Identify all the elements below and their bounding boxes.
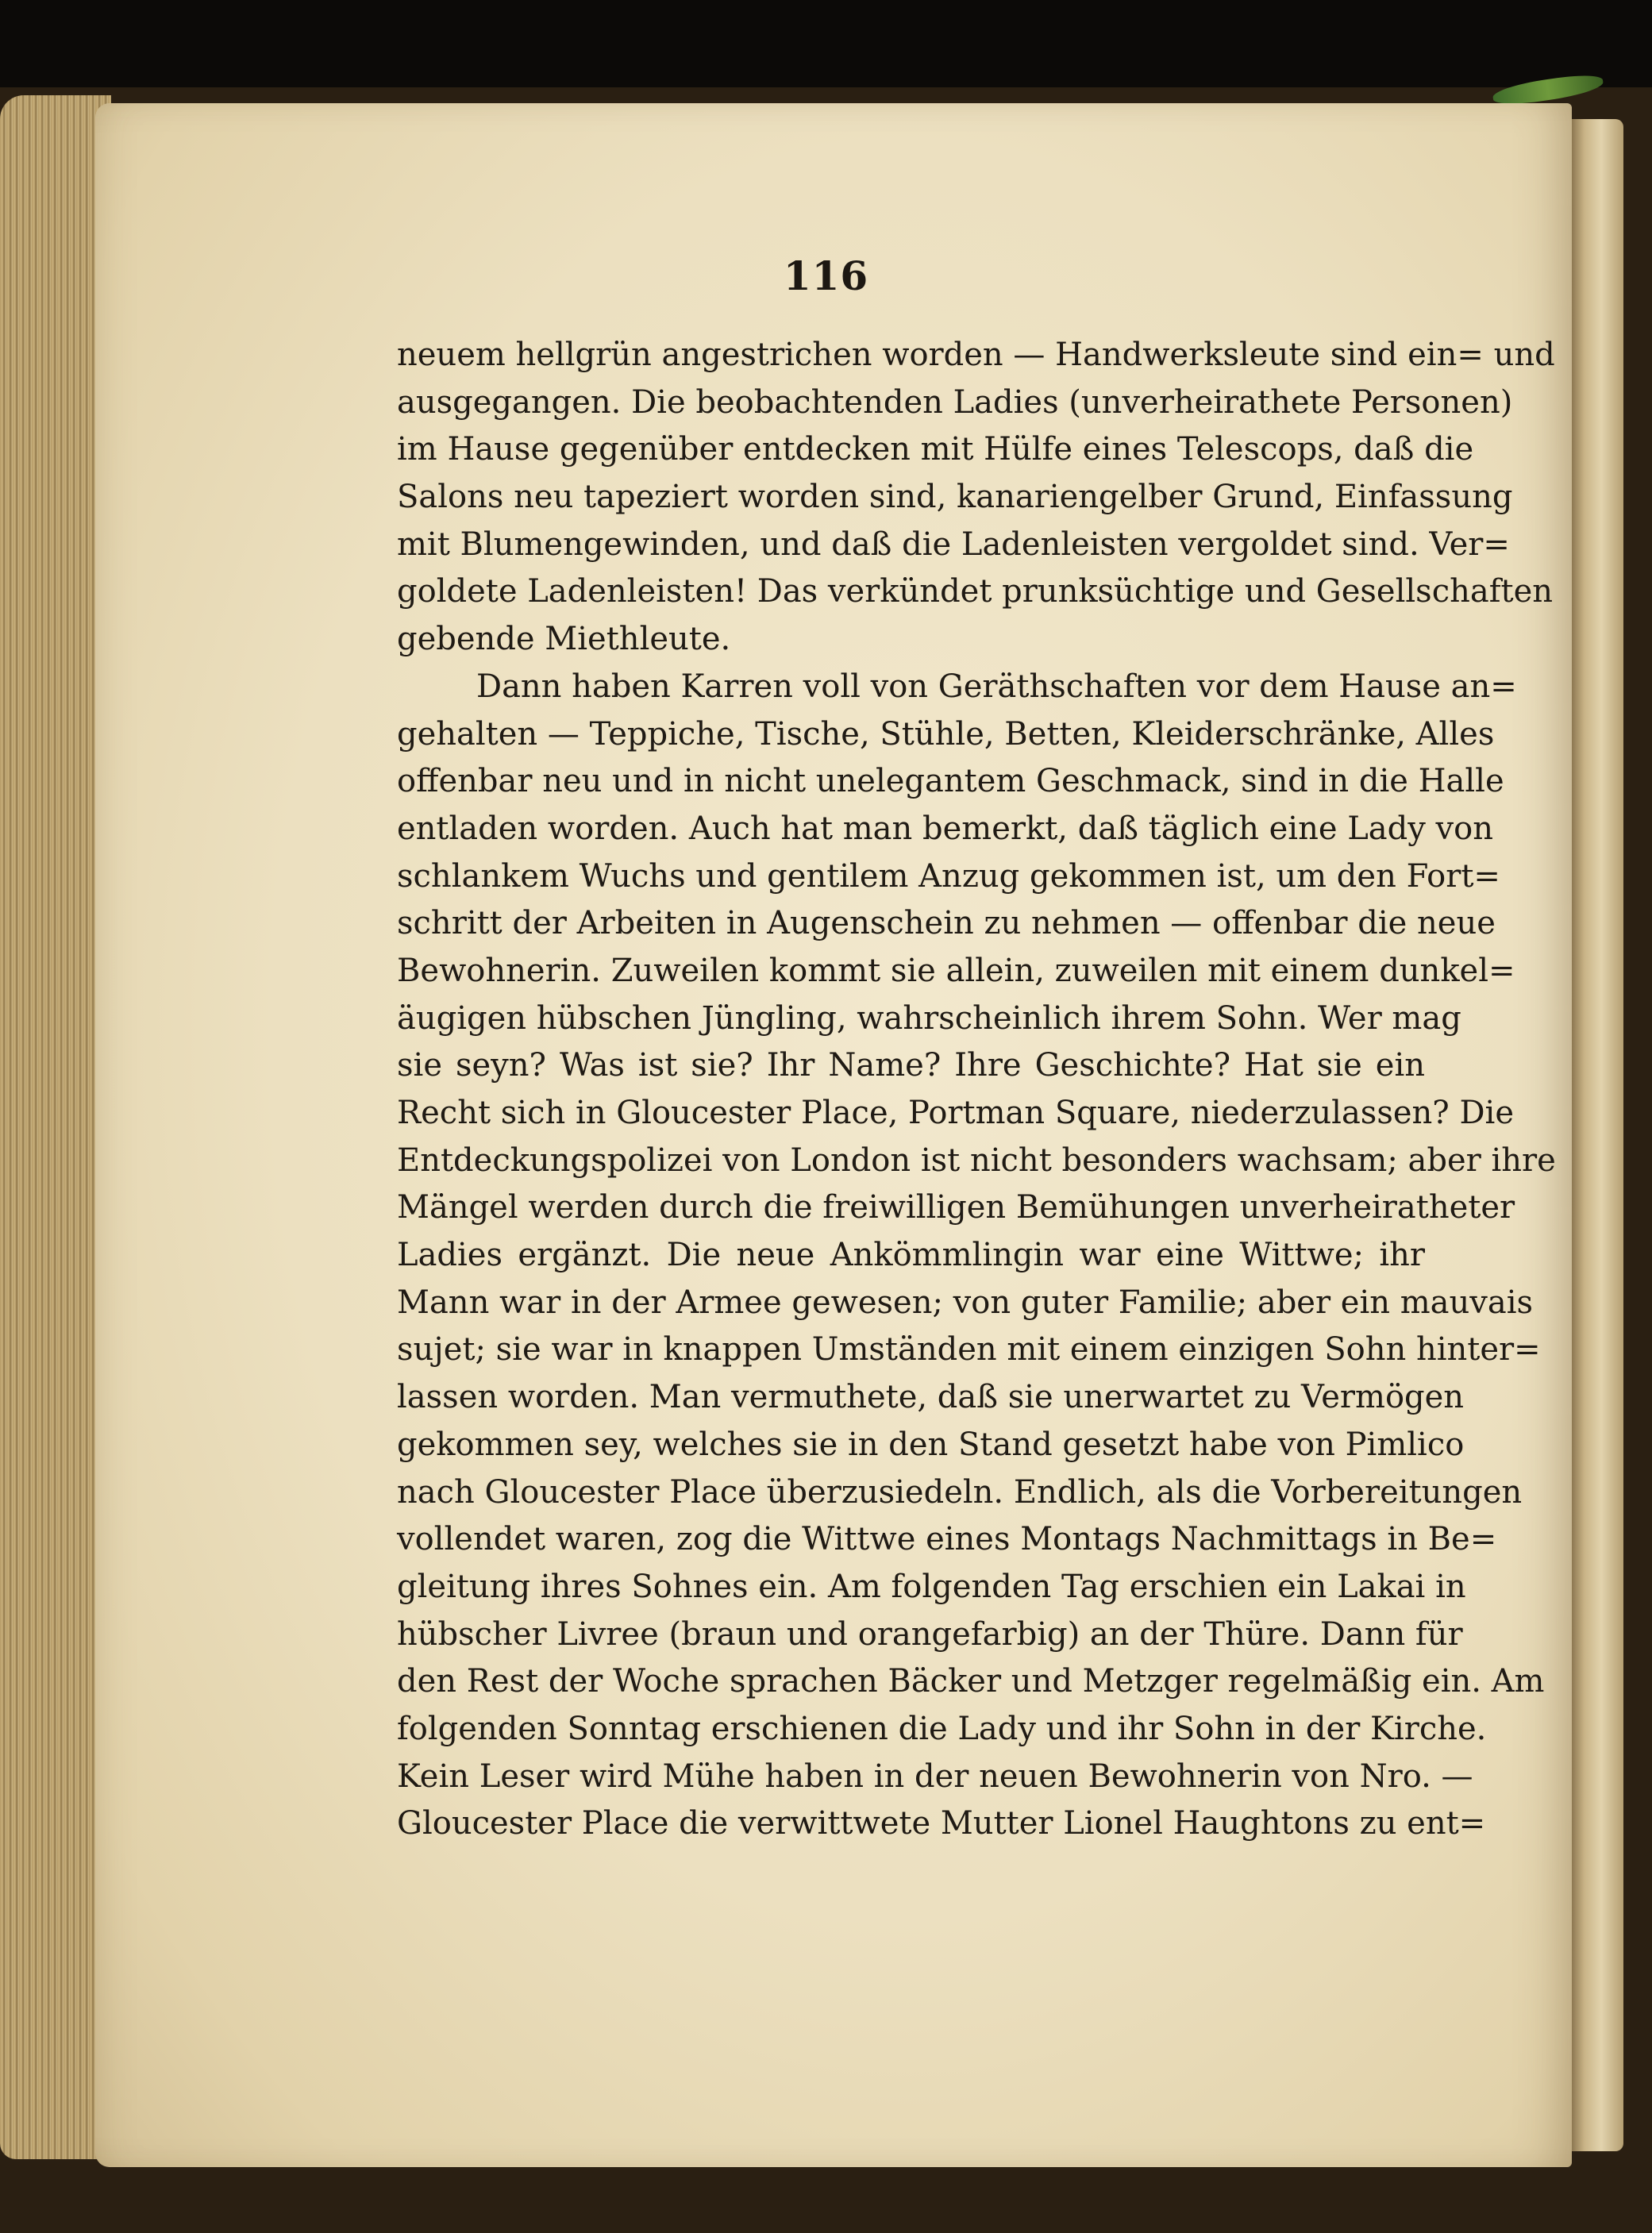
text-line: gebende Miethleute. bbox=[397, 621, 731, 658]
text-line: Bewohnerin. Zuweilen kommt sie allein, zuweilen mit einem dunkel= bbox=[397, 952, 1515, 989]
text-line: gehalten — Teppiche, Tische, Stühle, Betten, Kleiderschränke, Alles bbox=[397, 715, 1495, 753]
text-line: Mängel werden durch die freiwilligen Bemühungen unverheiratheter bbox=[397, 1189, 1515, 1226]
page-stack-edge bbox=[0, 95, 111, 2159]
page-number: 116 bbox=[783, 252, 869, 299]
text-line: offenbar neu und in nicht unelegantem Geschmack, sind in die Halle bbox=[397, 763, 1504, 800]
text-line: schlankem Wuchs und gentilem Anzug gekommen ist, um den Fort= bbox=[397, 857, 1500, 895]
text-line: Entdeckungspolizei von London ist nicht besonders wachsam; aber ihre bbox=[397, 1142, 1556, 1179]
text-line: Gloucester Place die verwittwete Mutter Lionel Haughtons zu ent= bbox=[397, 1805, 1486, 1842]
text-line: äugigen hübschen Jüngling, wahrscheinlich ihrem Sohn. Wer mag bbox=[397, 999, 1461, 1037]
text-line: mit Blumengewinden, und daß die Ladenleisten vergoldet sind. Ver= bbox=[397, 526, 1510, 563]
text-line: Dann haben Karren voll von Geräthschaften vor dem Hause an= bbox=[476, 668, 1517, 705]
text-line: entladen worden. Auch hat man bemerkt, daß täglich eine Lady von bbox=[397, 810, 1493, 847]
text-line: lassen worden. Man vermuthete, daß sie unerwartet zu Vermögen bbox=[397, 1379, 1465, 1416]
text-line: sujet; sie war in knappen Umständen mit einem einzigen Sohn hinter= bbox=[397, 1331, 1541, 1369]
text-line: Kein Leser wird Mühe haben in der neuen Bewohnerin von Nro. — bbox=[397, 1758, 1473, 1795]
text-line: neuem hellgrün angestrichen worden — Handwerksleute sind ein= und bbox=[397, 337, 1555, 373]
text-line: den Rest der Woche sprachen Bäcker und Metzger regelmäßig ein. Am bbox=[397, 1663, 1545, 1700]
text-line: hübscher Livree (braun und orangefarbig) an der Thüre. Dann für bbox=[397, 1615, 1463, 1653]
text-line: sie seyn? Was ist sie? Ihr Name? Ihre Geschichte? Hat sie ein bbox=[397, 1047, 1425, 1084]
text-line: Mann war in der Armee gewesen; von guter Familie; aber ein mauvais bbox=[397, 1284, 1534, 1321]
right-page-edge bbox=[1568, 119, 1623, 2151]
text-line: gleitung ihres Sohnes ein. Am folgenden Tag erschien ein Lakai in bbox=[397, 1568, 1466, 1605]
text-line: Ladies ergänzt. Die neue Ankömmlingin war eine Wittwe; ihr bbox=[397, 1237, 1425, 1274]
text-line: Recht sich in Gloucester Place, Portman Square, niederzulassen? Die bbox=[397, 1095, 1514, 1131]
text-line: Salons neu tapeziert worden sind, kanariengelber Grund, Einfassung bbox=[397, 479, 1513, 516]
text-line: folgenden Sonntag erschienen die Lady und ihr Sohn in der Kirche. bbox=[397, 1710, 1487, 1747]
text-line: goldete Ladenleisten! Das verkündet prunksüchtige und Gesellschaften bbox=[397, 573, 1554, 610]
body-text bbox=[397, 332, 1556, 1848]
text-line: vollendet waren, zog die Wittwe eines Montags Nachmittags in Be= bbox=[397, 1521, 1497, 1558]
text-line: schritt der Arbeiten in Augenschein zu nehmen — offenbar die neue bbox=[397, 905, 1496, 942]
text-line: ausgegangen. Die beobachtenden Ladies (unverheirathete Personen) bbox=[397, 383, 1513, 421]
text-line: nach Gloucester Place überzusiedeln. Endlich, als die Vorbereitungen bbox=[397, 1473, 1523, 1511]
text-line: im Hause gegenüber entdecken mit Hülfe eines Telescops, daß die bbox=[397, 431, 1474, 468]
text-line: gekommen sey, welches sie in den Stand gesetzt habe von Pimlico bbox=[397, 1426, 1465, 1463]
